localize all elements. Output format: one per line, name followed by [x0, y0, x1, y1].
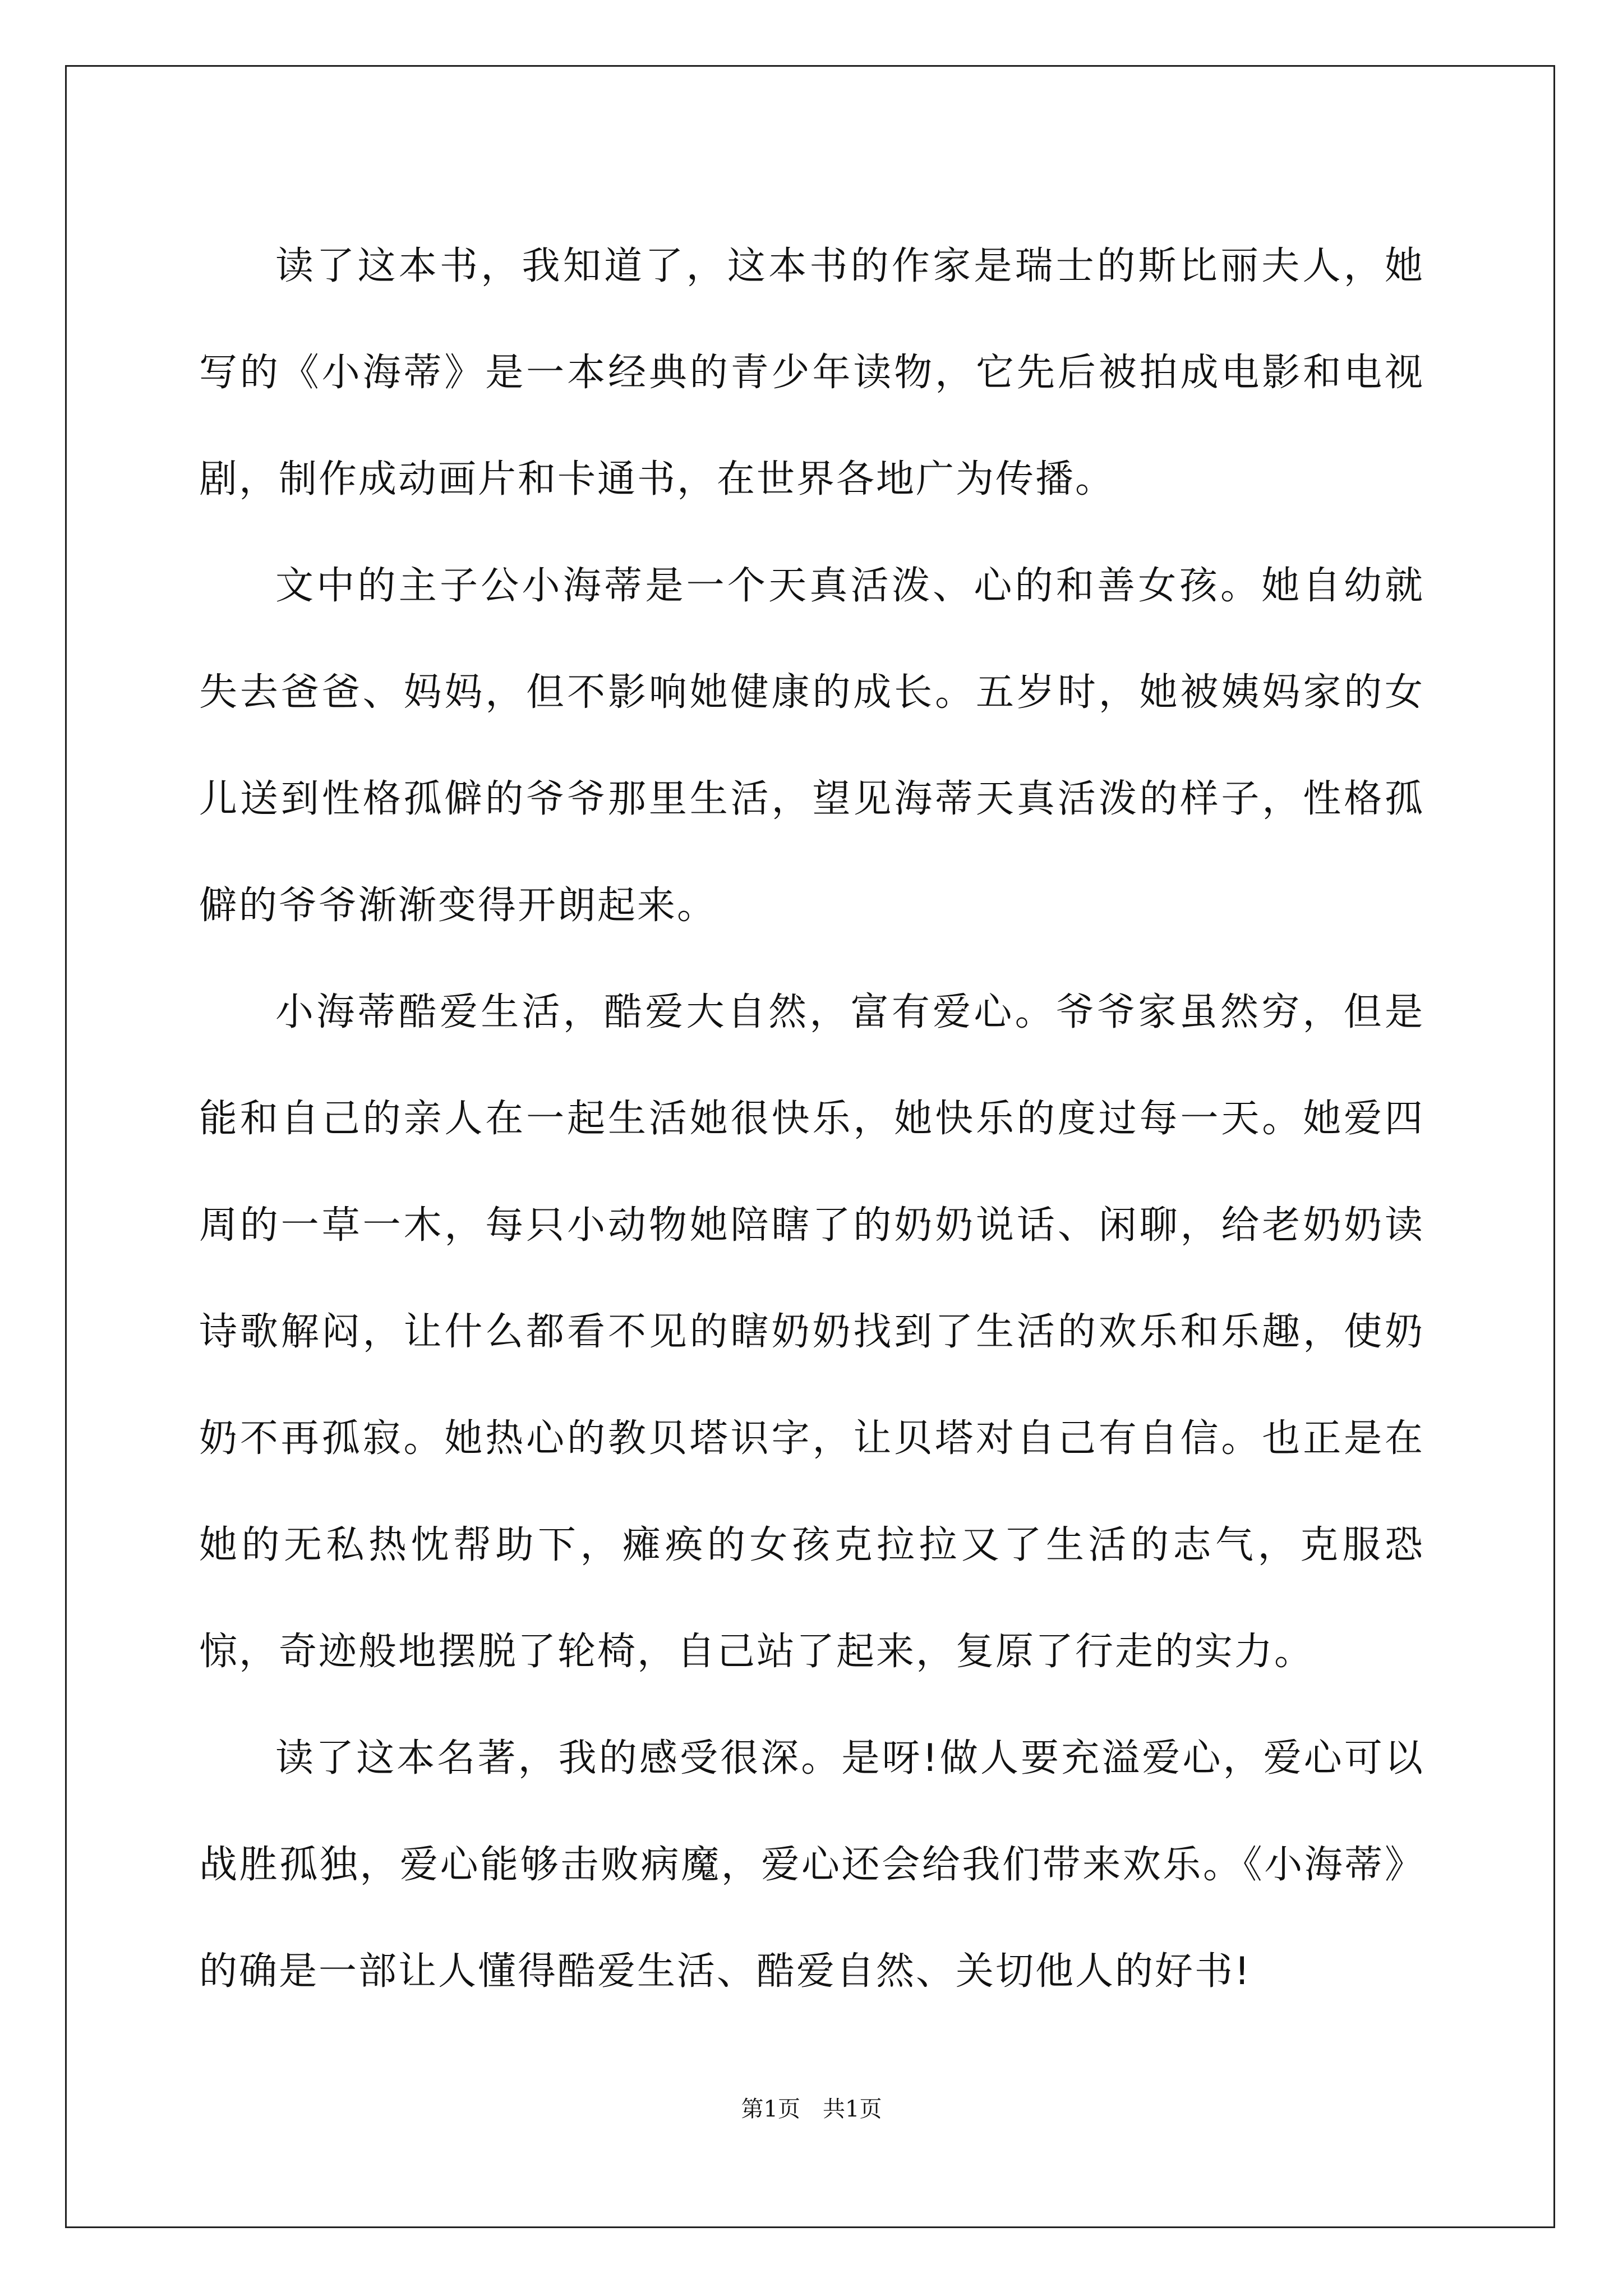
paragraph-4: 读了这本名著，我的感受很深。是呀!做人要充溢爱心，爱心可以战胜孤独，爱心能够击败病魔，爱心还会给我们带来欢乐。《小海蒂》的确是一部让人懂得酷爱生活、酷爱自然、关切他人的好书! — [199, 1736, 1424, 1994]
paragraph-1: 读了这本书，我知道了，这本书的作家是瑞士的斯比丽夫人，她写的《小海蒂》是一本经典的青少年读物，它先后被拍成电影和电视剧，制作成动画片和卡通书，在世界各地广为传播。 — [199, 244, 1424, 501]
document-body — [199, 213, 1424, 2025]
paragraph-2: 文中的主子公小海蒂是一个天真活泼、心的和善女孩。她自幼就失去爸爸、妈妈，但不影响她健康的成长。五岁时，她被姨妈家的女儿送到性格孤僻的爷爷那里生活，望见海蒂天真活泼的样子，性格孤僻的爷爷渐渐变得开朗起来。 — [199, 564, 1424, 928]
paragraph-3: 小海蒂酷爱生活，酷爱大自然，富有爱心。爷爷家虽然穷，但是能和自己的亲人在一起生活她很快乐，她快乐的度过每一天。她爱四周的一草一木，每只小动物她陪瞎了的奶奶说话、闲聊，给老奶奶读诗歌解闷，让什么都看不见的瞎奶奶找到了生活的欢乐和乐趣，使奶奶不再孤寂。她热心的教贝塔识字，让贝塔对自己有自信。也正是在她的无私热忱帮助下，瘫痪的女孩克拉拉又了生活的志气，克服恐惊，奇迹般地摆脱了轮椅，自己站了起来，复原了行走的实力。 — [199, 990, 1424, 1674]
page-number-footer: 第1页 共1页 — [741, 2096, 882, 2122]
